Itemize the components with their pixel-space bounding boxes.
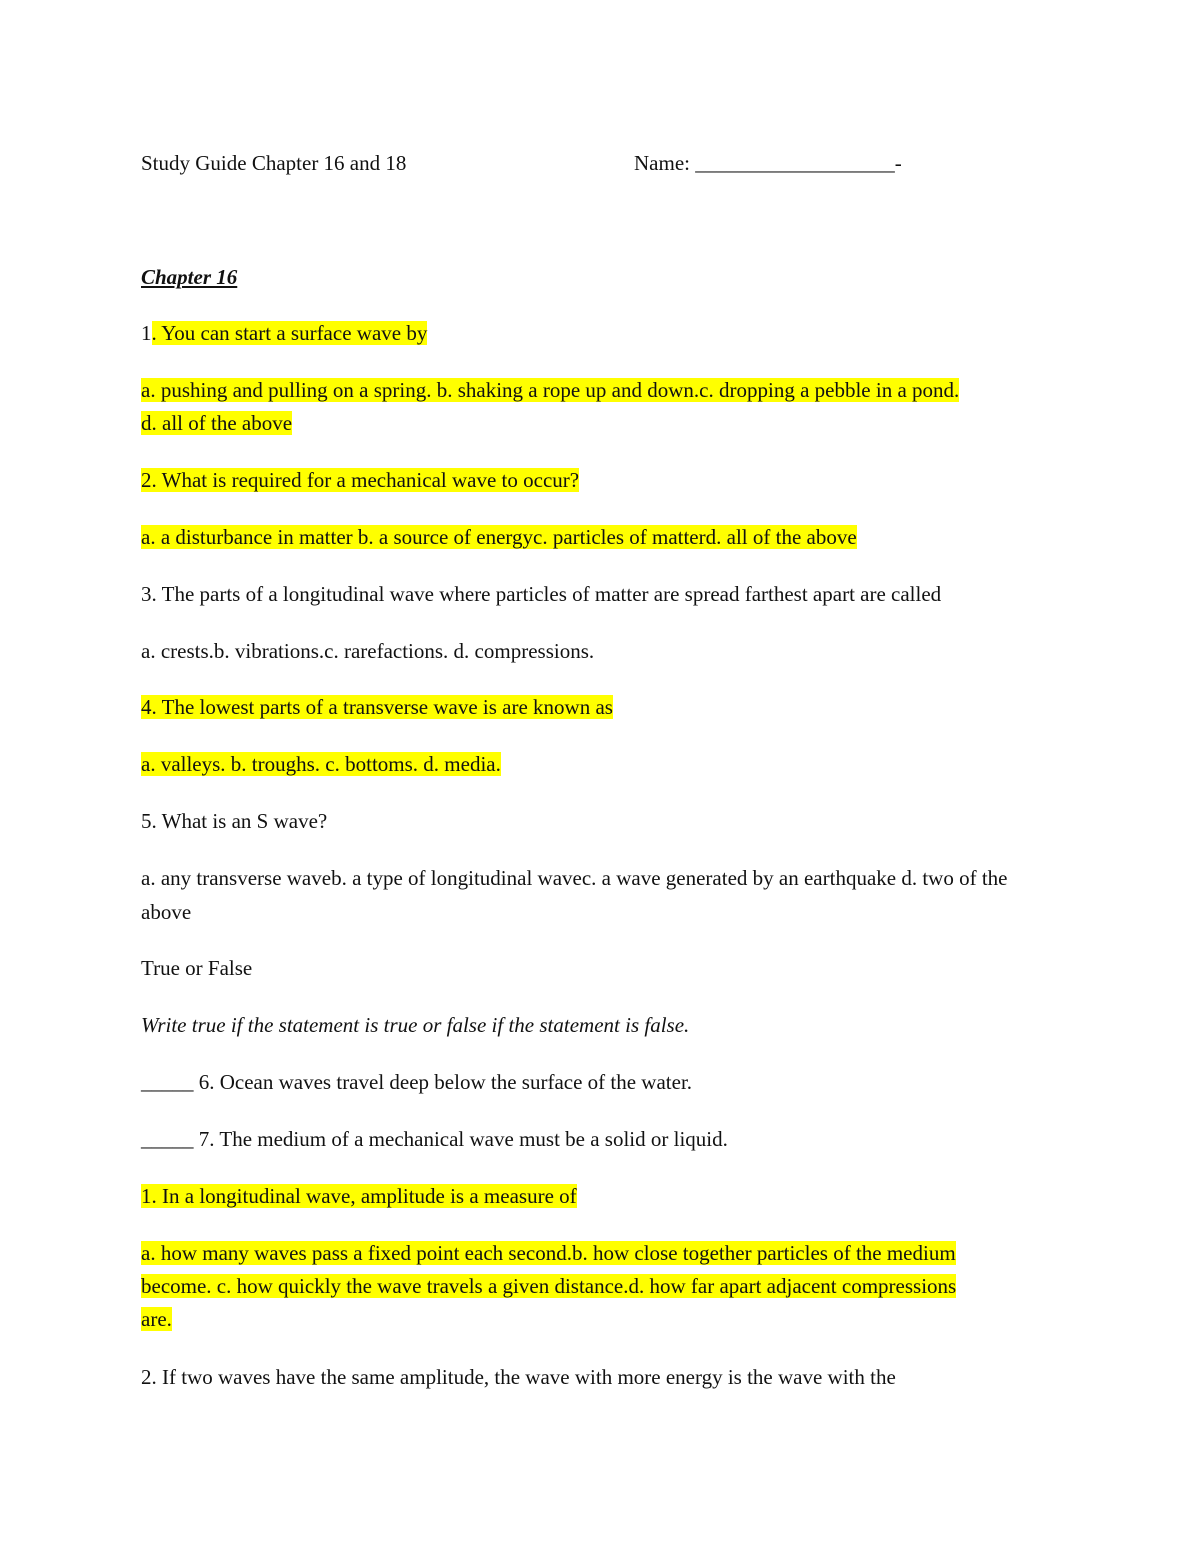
question-2b: 2. If two waves have the same amplitude, the wave with more energy is the wave with the bbox=[141, 1365, 896, 1389]
question-1-options-text-1: a. pushing and pulling on a spring. b. shaking a rope up and down.c. dropping a pebble in a pond. bbox=[141, 378, 960, 402]
question-3: 3. The parts of a longitudinal wave where particles of matter are spread farthest apart are called bbox=[141, 582, 942, 606]
question-1-number: 1 bbox=[141, 321, 152, 345]
question-1 bbox=[141, 316, 1061, 350]
question-1b-options-line-2 bbox=[141, 1269, 1061, 1303]
document-title: Study Guide Chapter 16 and 18 bbox=[141, 151, 407, 175]
question-2-options-text: a. a disturbance in matter b. a source of energyc. particles of matterd. all of the above bbox=[141, 525, 857, 549]
true-false-instruction: Write true if the statement is true or false if the statement is false. bbox=[141, 1013, 690, 1037]
chapter-heading bbox=[141, 260, 1061, 294]
question-4 bbox=[141, 690, 1061, 724]
question-1-options-line-2 bbox=[141, 406, 1061, 440]
question-2-options bbox=[141, 520, 1061, 554]
true-false-question-7: _____ 7. The medium of a mechanical wave must be a solid or liquid. bbox=[141, 1127, 728, 1151]
name-field-label: Name: ___________________- bbox=[634, 151, 902, 175]
question-5-options: a. any transverse waveb. a type of longitudinal wavec. a wave generated by an earthquake d. two of the above bbox=[141, 866, 1008, 924]
question-1b-options-line-3 bbox=[141, 1302, 1061, 1336]
question-4-text: 4. The lowest parts of a transverse wave is are known as bbox=[141, 695, 613, 719]
chapter-heading-text: Chapter 16 bbox=[141, 265, 238, 289]
true-false-heading: True or False bbox=[141, 956, 253, 980]
question-4-options-text: a. valleys. b. troughs. c. bottoms. d. media. bbox=[141, 752, 501, 776]
question-1b-text: 1. In a longitudinal wave, amplitude is a measure of bbox=[141, 1184, 577, 1208]
question-1b-options-text-2: become. c. how quickly the wave travels a given distance.d. how far apart adjacent compressions bbox=[141, 1274, 957, 1298]
question-4-options bbox=[141, 747, 1061, 781]
question-3-options: a. crests.b. vibrations.c. rarefactions. d. compressions. bbox=[141, 639, 595, 663]
question-1b bbox=[141, 1179, 1061, 1213]
question-5: 5. What is an S wave? bbox=[141, 809, 328, 833]
question-2-text: 2. What is required for a mechanical wave to occur? bbox=[141, 468, 580, 492]
question-1-options-text-2: d. all of the above bbox=[141, 411, 293, 435]
question-2 bbox=[141, 463, 1061, 497]
question-1-options-line-1 bbox=[141, 373, 1061, 407]
true-false-question-6: _____ 6. Ocean waves travel deep below the surface of the water. bbox=[141, 1070, 693, 1094]
question-1b-options-line-1 bbox=[141, 1236, 1061, 1270]
question-1b-options-text-3: are. bbox=[141, 1307, 172, 1331]
question-1-text: . You can start a surface wave by bbox=[151, 321, 428, 345]
question-1b-options-text-1: a. how many waves pass a fixed point each second.b. how close together particles of the medium bbox=[141, 1241, 956, 1265]
